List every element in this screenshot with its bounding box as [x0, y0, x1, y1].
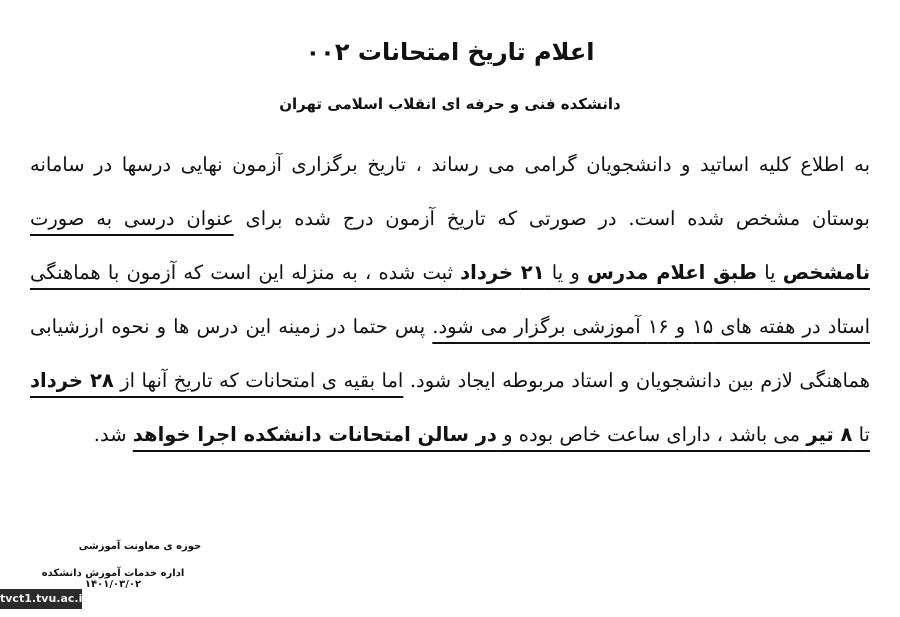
document-title: اعلام تاریخ امتحانات ۰۰۲ — [305, 38, 595, 66]
body-coordination: پس حتما در زمینه این درس ها و نحوه ارزشیابی هماهنگی لازم بین دانشجویان و استاد مربوطه ایجاد شود. — [30, 315, 871, 392]
signature-office: حوزه ی معاونت آموزشی — [78, 541, 202, 552]
bold-date-21-khordad: ۲۱ خرداد — [460, 261, 545, 284]
bold-exam-hall: در سالن امتحانات دانشکده اجرا خواهد — [132, 423, 497, 446]
body-text-run: ثبت شده ، به منزله این است که آزمون با هماهنگی استاد در هفته های ۱۵ و ۱۶ آموزشی برگزار می شود. — [30, 261, 870, 338]
body-closing: شد. — [93, 423, 133, 446]
body-text-run: تا — [852, 423, 870, 446]
site-watermark: tvct1.tvu.ac.ir — [0, 589, 82, 609]
body-text-run: می باشد ، دارای ساعت خاص بوده و — [496, 423, 807, 446]
signature-department-date: اداره خدمات آموزش دانشکده ۱۴۰۱/۰۳/۰۲ — [41, 568, 185, 590]
document-subtitle: دانشکده فنی و حرفه ای انقلاب اسلامی تهران — [279, 95, 621, 113]
bold-unspecified: نامشخص — [782, 261, 871, 284]
announcement-body — [30, 138, 870, 462]
bold-date-28-khordad: ۲۸ خرداد — [30, 369, 114, 392]
body-text-run: یا — [757, 261, 783, 284]
bold-date-8-tir: ۸ تیر — [806, 423, 853, 446]
body-text-run: و یا — [544, 261, 587, 284]
body-text-run: عنوان درسی به صورت — [30, 207, 234, 230]
bold-per-instructor: طبق اعلام مدرس — [586, 261, 758, 284]
body-text-run: اما بقیه ی امتحانات که تاریخ آنها از — [113, 369, 404, 392]
body-intro: به اطلاع کلیه اساتید و دانشجویان گرامی می رساند ، تاریخ برگزاری آزمون نهایی درسها در سامانه بوستان مشخص شده است. در صورتی که تاریخ آزمون درج شده برای — [30, 153, 870, 230]
